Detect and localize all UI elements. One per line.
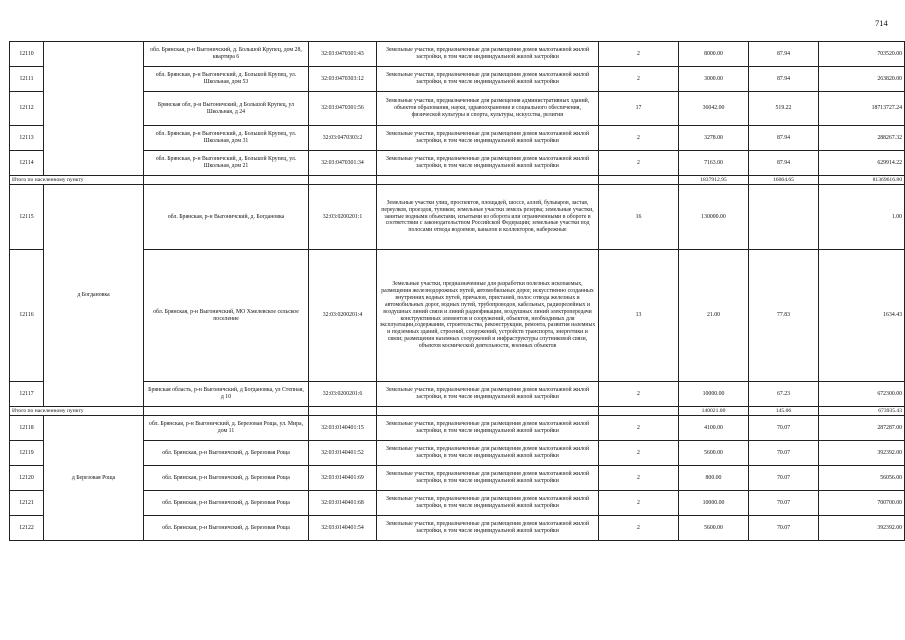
cadastral-number: 32:03:0200201:1 xyxy=(309,185,377,250)
record-number: 12116 xyxy=(10,250,44,382)
record-number: 12115 xyxy=(10,185,44,250)
record-number: 12118 xyxy=(10,416,44,441)
table-row xyxy=(10,126,905,151)
specific-value-cell: 70.07 xyxy=(749,416,819,441)
land-use-cell: Земельные участки, предназначенные для размещения домов малоэтажной жилой застройки, в том числе индивидуальной жилой застройки xyxy=(377,126,599,151)
land-use-cell: Земельные участки, предназначенные для размещения домов малоэтажной жилой застройки, в том числе индивидуальной жилой застройки xyxy=(377,42,599,67)
cadastral-number: 32:03:0470303:12 xyxy=(309,67,377,92)
settlement-total-row xyxy=(10,407,905,416)
land-use-cell: Земельные участки улиц, проспектов, площадей, шоссе, аллей, бульваров, застав, переулков, проездов, тупиков; земельные участки земель резерва; земельные участки, занятые водными объектами, изъятыми из оборота или ограниченными в обороте в соответствии с законодательством Российской Федерации; земельные участки под полосами отвода водоемов, каналов и коллекторов, набережные xyxy=(377,185,599,250)
record-number: 12121 xyxy=(10,491,44,516)
land-use-cell: Земельные участки, предназначенные для размещения домов малоэтажной жилой застройки, в том числе индивидуальной жилой застройки xyxy=(377,151,599,176)
specific-value-cell: 87.94 xyxy=(749,151,819,176)
address-cell: Брянская область, р-н Выгоничский, д Богдановка, ул Степная, д 10 xyxy=(144,382,309,407)
group-code: 2 xyxy=(599,416,679,441)
table-row xyxy=(10,151,905,176)
land-use-cell: Земельные участки, предназначенные для размещения домов малоэтажной жилой застройки, в том числе индивидуальной жилой застройки xyxy=(377,466,599,491)
address-cell: Брянская обл, р-н Выгоничский, д Большой Крупец, ул Школьная, д 24 xyxy=(144,92,309,126)
cadastral-value-table xyxy=(9,41,905,541)
cadastral-number: 32:03:0200201:4 xyxy=(309,250,377,382)
address-cell: обл. Брянская, р-н Выгоничский, д. Богдановка xyxy=(144,185,309,250)
cadastral-number: 32:03:0140401:68 xyxy=(309,491,377,516)
record-number: 12120 xyxy=(10,466,44,491)
table-row xyxy=(10,441,905,466)
area-cell: 130000.00 xyxy=(679,185,749,250)
area-cell: 5600.00 xyxy=(679,441,749,466)
specific-value-cell: 77.83 xyxy=(749,250,819,382)
specific-value-cell: 87.94 xyxy=(749,42,819,67)
group-code: 2 xyxy=(599,42,679,67)
area-cell: 3278.00 xyxy=(679,126,749,151)
address-cell: обл. Брянская, р-н Выгоничский, д. Березовая Роща xyxy=(144,466,309,491)
table-row xyxy=(10,382,905,407)
total-specific-value: 16064.65 xyxy=(749,176,819,185)
cadastral-number: 32:03:0470303:2 xyxy=(309,126,377,151)
cadastral-number: 32:03:0470301:43 xyxy=(309,42,377,67)
record-number: 12111 xyxy=(10,67,44,92)
area-cell: 4100.00 xyxy=(679,416,749,441)
group-code: 2 xyxy=(599,441,679,466)
record-number: 12113 xyxy=(10,126,44,151)
specific-value-cell: 519.22 xyxy=(749,92,819,126)
land-use-cell: Земельные участки, предназначенные для размещения домов малоэтажной жилой застройки, в том числе индивидуальной жилой застройки xyxy=(377,416,599,441)
specific-value-cell xyxy=(749,185,819,250)
cadastral-number: 32:03:0140401:52 xyxy=(309,441,377,466)
settlement-cell xyxy=(44,42,144,176)
area-cell: 7163.00 xyxy=(679,151,749,176)
cadastral-value-cell: 56056.00 xyxy=(819,466,905,491)
cadastral-value-cell: 392392.00 xyxy=(819,441,905,466)
address-cell: обл. Брянская, р-н Выгоничский, д. Большой Крупец, ул. Школьная, дом 21 xyxy=(144,151,309,176)
specific-value-cell: 87.94 xyxy=(749,126,819,151)
total-cadastral-value: 673935.43 xyxy=(819,407,905,416)
record-number: 12119 xyxy=(10,441,44,466)
cadastral-value-cell: 18713727.24 xyxy=(819,92,905,126)
area-cell: 8000.00 xyxy=(679,42,749,67)
record-number: 12112 xyxy=(10,92,44,126)
specific-value-cell: 70.07 xyxy=(749,441,819,466)
specific-value-cell: 70.07 xyxy=(749,516,819,541)
cadastral-value-cell: 700700.00 xyxy=(819,491,905,516)
total-specific-value: 145.06 xyxy=(749,407,819,416)
address-cell: обл. Брянская, р-н Выгоничский, д. Большой Крупец, ул. Школьная, дом 53 xyxy=(144,67,309,92)
cadastral-value-cell: 703520.00 xyxy=(819,42,905,67)
land-use-cell: Земельные участки, предназначенные для размещения домов малоэтажной жилой застройки, в том числе индивидуальной жилой застройки xyxy=(377,441,599,466)
group-code: 17 xyxy=(599,92,679,126)
table-row xyxy=(10,466,905,491)
settlement-total-row xyxy=(10,176,905,185)
cadastral-value-cell: 288267.32 xyxy=(819,126,905,151)
cadastral-number: 32:03:0140401:54 xyxy=(309,516,377,541)
land-use-cell: Земельные участки, предназначенные для размещения домов малоэтажной жилой застройки, в том числе индивидуальной жилой застройки xyxy=(377,516,599,541)
cadastral-value-cell: 287287.00 xyxy=(819,416,905,441)
address-cell: обл. Брянская, р-н Выгоничский, д. Березовая Роща xyxy=(144,491,309,516)
table-row xyxy=(10,185,905,250)
total-area: 1837912.95 xyxy=(679,176,749,185)
land-use-cell: Земельные участки, предназначенные для размещения домов малоэтажной жилой застройки, в том числе индивидуальной жилой застройки xyxy=(377,491,599,516)
cadastral-value-cell: 392392.00 xyxy=(819,516,905,541)
land-use-cell: Земельные участки, предназначенные для размещения административных зданий, объектов образования, науки, здравоохранения и социального обеспечения, физической культуры и спорта, культуры, искусства, религии xyxy=(377,92,599,126)
address-cell: обл. Брянская, р-н Выгоничский, д. Большой Крупец, ул. Школьная, дом 31 xyxy=(144,126,309,151)
area-cell: 10000.00 xyxy=(679,382,749,407)
specific-value-cell: 87.94 xyxy=(749,67,819,92)
area-cell: 36042.00 xyxy=(679,92,749,126)
cadastral-value-cell: 629914.22 xyxy=(819,151,905,176)
record-number: 12122 xyxy=(10,516,44,541)
specific-value-cell: 70.07 xyxy=(749,491,819,516)
address-cell: обл. Брянская, р-н Выгоничский, д. Березовая Роща xyxy=(144,441,309,466)
group-code: 2 xyxy=(599,491,679,516)
cadastral-number: 32:03:0140401:69 xyxy=(309,466,377,491)
cadastral-number: 32:03:0140401:15 xyxy=(309,416,377,441)
total-label: Итого по населенному пункту xyxy=(10,407,144,416)
settlement-name: д Березовая Роща xyxy=(44,416,144,541)
area-cell: 5600.00 xyxy=(679,516,749,541)
group-code: 2 xyxy=(599,466,679,491)
address-cell: обл. Брянская, р-н Выгоничский, МО Хмелевское сельское поселение xyxy=(144,250,309,382)
table-row xyxy=(10,491,905,516)
cadastral-value-cell: 263820.00 xyxy=(819,67,905,92)
table-row xyxy=(10,250,905,382)
land-use-cell: Земельные участки, предназначенные для размещения домов малоэтажной жилой застройки, в том числе индивидуальной жилой застройки xyxy=(377,67,599,92)
cadastral-value-cell: 1.00 xyxy=(819,185,905,250)
table-row xyxy=(10,42,905,67)
address-cell: обл. Брянская, р-н Выгоничский, д. Березовая Роща xyxy=(144,516,309,541)
address-cell: обл. Брянская, р-н Выгоничский, д. Березовая Роща, ул. Мира, дом 11 xyxy=(144,416,309,441)
table-row xyxy=(10,67,905,92)
table-body xyxy=(10,42,905,541)
cadastral-number: 32:03:0470301:56 xyxy=(309,92,377,126)
cadastral-value-cell: 1634.43 xyxy=(819,250,905,382)
area-cell: 800.00 xyxy=(679,466,749,491)
group-code: 13 xyxy=(599,250,679,382)
table-row xyxy=(10,416,905,441)
record-number: 12110 xyxy=(10,42,44,67)
cadastral-number: 32:03:0470301:34 xyxy=(309,151,377,176)
area-cell: 10000.00 xyxy=(679,491,749,516)
settlement-name: д Богдановка xyxy=(44,185,144,407)
table-row xyxy=(10,516,905,541)
total-area: 140021.00 xyxy=(679,407,749,416)
table-row xyxy=(10,92,905,126)
cadastral-number: 32:03:0200201:6 xyxy=(309,382,377,407)
total-cadastral-value: 81369616.80 xyxy=(819,176,905,185)
group-code: 2 xyxy=(599,126,679,151)
land-use-cell: Земельные участки, предназначенные для размещения домов малоэтажной жилой застройки, в том числе индивидуальной жилой застройки xyxy=(377,382,599,407)
record-number: 12117 xyxy=(10,382,44,407)
area-cell: 3000.00 xyxy=(679,67,749,92)
group-code: 16 xyxy=(599,185,679,250)
group-code: 2 xyxy=(599,382,679,407)
total-label: Итого по населенному пункту xyxy=(10,176,144,185)
group-code: 2 xyxy=(599,151,679,176)
address-cell: обл. Брянская, р-н Выгоничский, д. Большой Крупец, дом 28, квартира 6 xyxy=(144,42,309,67)
group-code: 2 xyxy=(599,516,679,541)
specific-value-cell: 67.23 xyxy=(749,382,819,407)
specific-value-cell: 70.07 xyxy=(749,466,819,491)
group-code: 2 xyxy=(599,67,679,92)
area-cell: 21.00 xyxy=(679,250,749,382)
land-use-cell: Земельные участки, предназначенные для разработки полезных ископаемых, размещения железнодорожных путей, автомобильных дорог, искусственно созданных внутренних водных путей, причалов, пристаней, полос отвода железных и автомобильных дорог, водных путей, трубопроводов, кабельных, радиорелейных и воздушных линий связи и линий радиофикации, воздушных линий электропередачи конструктивных элементов и сооружений, объектов, необходимых для эксплуатации,содержания, строительства, реконструкции, ремонта, развития наземных и подземных зданий, строений, сооружений, устройств транспорта, энергетики и связи; размещения наземных сооружений и инфраструктуры спутниковой связи, объектов космической деятельности, военных объектов xyxy=(377,250,599,382)
record-number: 12114 xyxy=(10,151,44,176)
page-number: 714 xyxy=(875,18,888,28)
cadastral-value-cell: 672300.00 xyxy=(819,382,905,407)
